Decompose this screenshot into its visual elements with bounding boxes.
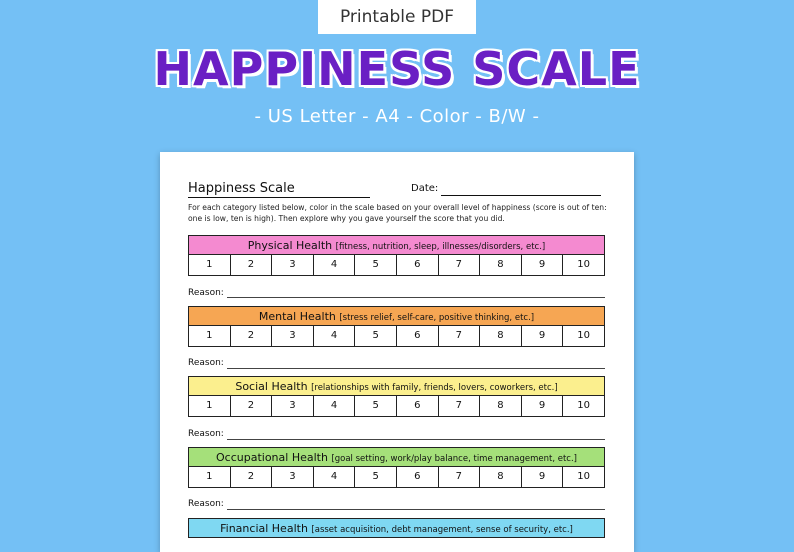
category-social xyxy=(188,376,605,417)
scale-cell[interactable]: 7 xyxy=(439,326,481,346)
scale-cell[interactable]: 9 xyxy=(522,467,564,487)
reason-label: Reason: xyxy=(188,429,224,439)
scale-cell[interactable]: 6 xyxy=(397,255,439,275)
scale-cell[interactable]: 1 xyxy=(189,255,231,275)
category-header xyxy=(188,447,605,467)
scale-cell[interactable]: 3 xyxy=(272,467,314,487)
category-occupational xyxy=(188,447,605,488)
reason-label: Reason: xyxy=(188,499,224,509)
scale-cell[interactable]: 8 xyxy=(480,255,522,275)
scale-cell[interactable]: 8 xyxy=(480,396,522,416)
rating-scale xyxy=(188,326,605,347)
date-label: Date: xyxy=(411,183,439,194)
banner-title: HAPPINESS SCALE xyxy=(153,42,641,96)
scale-cell[interactable]: 5 xyxy=(355,326,397,346)
category-description: [relationships with family, friends, lovers, coworkers, etc.] xyxy=(311,383,558,393)
scale-cell[interactable]: 7 xyxy=(439,467,481,487)
worksheet-page xyxy=(160,152,634,552)
rating-scale xyxy=(188,396,605,417)
scale-cell[interactable]: 5 xyxy=(355,255,397,275)
scale-cell[interactable]: 1 xyxy=(189,396,231,416)
printable-pdf-badge: Printable PDF xyxy=(318,0,476,34)
scale-cell[interactable]: 7 xyxy=(439,396,481,416)
scale-cell[interactable]: 5 xyxy=(355,467,397,487)
category-description: [asset acquisition, debt management, sense of security, etc.] xyxy=(311,525,573,535)
scale-cell[interactable]: 9 xyxy=(522,396,564,416)
scale-cell[interactable]: 1 xyxy=(189,326,231,346)
category-header xyxy=(188,376,605,396)
category-physical xyxy=(188,235,605,276)
category-description: [stress relief, self-care, positive thinking, etc.] xyxy=(339,313,535,323)
scale-cell[interactable]: 10 xyxy=(577,330,590,341)
category-description: [goal setting, work/play balance, time management, etc.] xyxy=(331,454,577,464)
category-name: Occupational Health xyxy=(216,451,328,464)
scale-cell[interactable]: 2 xyxy=(231,326,273,346)
scale-cell[interactable]: 10 xyxy=(577,259,590,270)
scale-cell[interactable]: 10 xyxy=(577,400,590,411)
category-header xyxy=(188,518,605,538)
scale-cell[interactable]: 4 xyxy=(314,255,356,275)
scale-cell[interactable]: 2 xyxy=(231,467,273,487)
category-name: Physical Health xyxy=(247,239,333,252)
scale-cell[interactable]: 8 xyxy=(480,467,522,487)
category-header xyxy=(188,235,605,255)
rating-scale xyxy=(188,255,605,276)
category-header xyxy=(188,306,605,326)
reason-label: Reason: xyxy=(188,288,224,298)
scale-cell[interactable]: 4 xyxy=(314,396,356,416)
scale-cell[interactable]: 2 xyxy=(231,255,273,275)
scale-cell[interactable]: 3 xyxy=(272,396,314,416)
scale-cell[interactable]: 2 xyxy=(231,396,273,416)
reason-line[interactable] xyxy=(227,439,605,440)
instructions-text: For each category listed below, color in the scale based on your overall level of happiness (score is out of ten: one is low, ten is high). Then explore why you gave yourself the score that you did. xyxy=(188,203,607,223)
scale-cell[interactable]: 5 xyxy=(355,396,397,416)
format-list: - US Letter - A4 - Color - B/W - xyxy=(254,106,540,127)
scale-cell[interactable]: 10 xyxy=(577,471,590,482)
scale-cell[interactable]: 9 xyxy=(522,255,564,275)
scale-cell[interactable]: 3 xyxy=(272,326,314,346)
reason-line[interactable] xyxy=(227,368,605,369)
scale-cell[interactable]: 6 xyxy=(397,326,439,346)
scale-cell[interactable]: 6 xyxy=(397,467,439,487)
category-name: Mental Health xyxy=(258,310,336,323)
worksheet-title: Happiness Scale xyxy=(188,181,370,198)
scale-cell[interactable]: 9 xyxy=(522,326,564,346)
category-description: [fitness, nutrition, sleep, illnesses/disorders, etc.] xyxy=(335,242,546,252)
reason-label: Reason: xyxy=(188,358,224,368)
category-name: Social Health xyxy=(235,380,308,393)
scale-cell[interactable]: 3 xyxy=(272,255,314,275)
scale-cell[interactable]: 8 xyxy=(480,326,522,346)
scale-cell[interactable]: 7 xyxy=(439,255,481,275)
scale-cell[interactable]: 1 xyxy=(189,467,231,487)
scale-cell[interactable]: 6 xyxy=(397,396,439,416)
scale-cell[interactable]: 4 xyxy=(314,326,356,346)
rating-scale xyxy=(188,467,605,488)
date-line xyxy=(441,195,601,196)
reason-line[interactable] xyxy=(227,297,605,298)
category-financial xyxy=(188,518,605,538)
category-mental xyxy=(188,306,605,347)
category-name: Financial Health xyxy=(220,522,308,535)
reason-line[interactable] xyxy=(227,509,605,510)
scale-cell[interactable]: 4 xyxy=(314,467,356,487)
